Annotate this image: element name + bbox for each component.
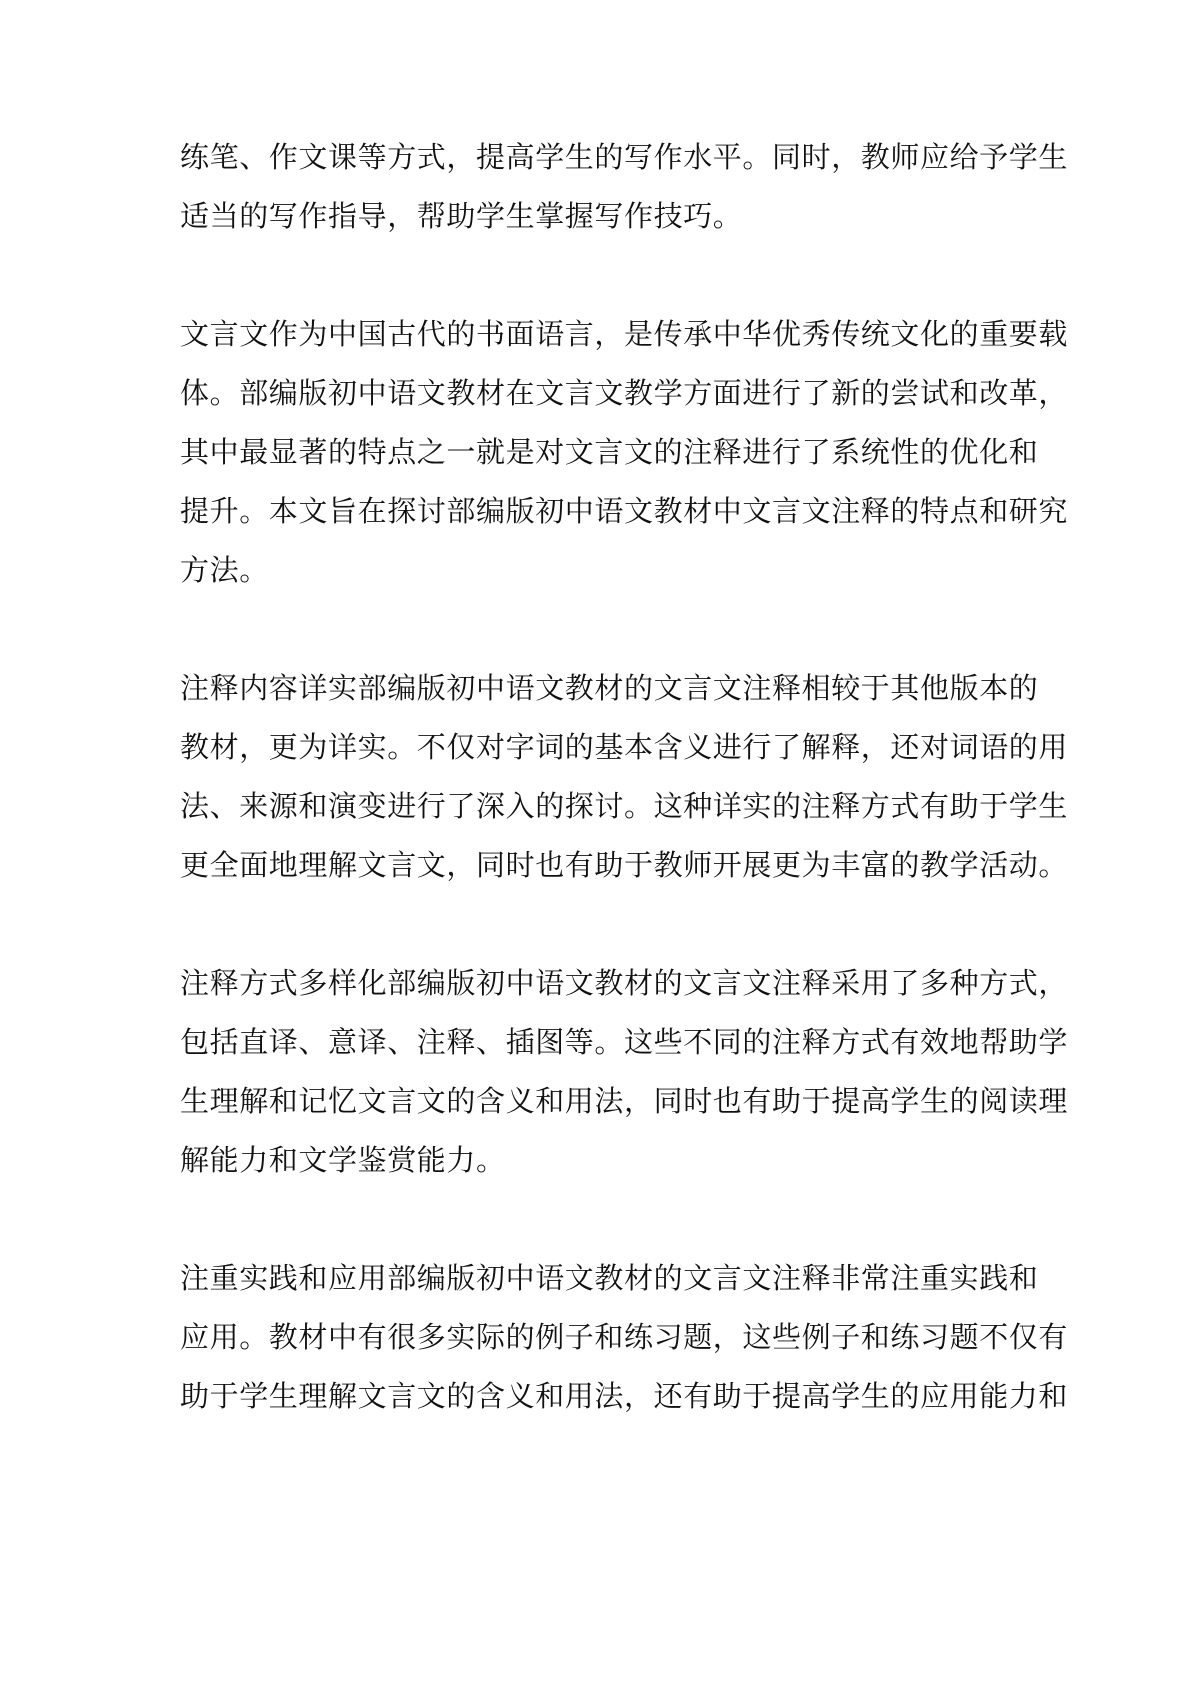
paragraph-gap: [180, 895, 1010, 954]
text-line: 应用。教材中有很多实际的例子和练习题，这些例子和练习题不仅有: [180, 1320, 1069, 1354]
paragraph: [180, 659, 1069, 895]
text-line: 助于学生理解文言文的含义和用法，还有助于提高学生的应用能力和: [180, 1379, 1069, 1413]
paragraph: [180, 954, 1069, 1190]
text-line: 方法。: [180, 553, 269, 587]
text-line: 注重实践和应用部编版初中语文教材的文言文注释非常注重实践和: [180, 1261, 1039, 1295]
text-line: 其中最显著的特点之一就是对文言文的注释进行了系统性的优化和: [180, 435, 1039, 469]
text-line: 适当的写作指导，帮助学生掌握写作技巧。: [180, 199, 743, 233]
paragraph: [180, 128, 1069, 246]
paragraph: [180, 305, 1069, 600]
text-line: 注释内容详实部编版初中语文教材的文言文注释相较于其他版本的: [180, 671, 1039, 705]
paragraph: [180, 1249, 1069, 1426]
text-line: 包括直译、意译、注释、插图等。这些不同的注释方式有效地帮助学: [180, 1025, 1069, 1059]
text-line: 文言文作为中国古代的书面语言，是传承中华优秀传统文化的重要载: [180, 317, 1069, 351]
text-line: 解能力和文学鉴赏能力。: [180, 1143, 506, 1177]
paragraph-gap: [180, 246, 1010, 305]
text-line: 法、来源和演变进行了深入的探讨。这种详实的注释方式有助于学生: [180, 789, 1069, 823]
paragraph-gap: [180, 1190, 1010, 1249]
text-line: 更全面地理解文言文，同时也有助于教师开展更为丰富的教学活动。: [180, 848, 1069, 882]
text-line: 教材，更为详实。不仅对字词的基本含义进行了解释，还对词语的用: [180, 730, 1069, 764]
text-line: 体。部编版初中语文教材在文言文教学方面进行了新的尝试和改革，: [180, 376, 1069, 410]
text-line: 注释方式多样化部编版初中语文教材的文言文注释采用了多种方式，: [180, 966, 1069, 1000]
paragraph-gap: [180, 600, 1010, 659]
text-line: 练笔、作文课等方式，提高学生的写作水平。同时，教师应给予学生: [180, 140, 1069, 174]
document-body: [180, 128, 1069, 1426]
text-line: 生理解和记忆文言文的含义和用法，同时也有助于提高学生的阅读理: [180, 1084, 1069, 1118]
text-line: 提升。本文旨在探讨部编版初中语文教材中文言文注释的特点和研究: [180, 494, 1069, 528]
